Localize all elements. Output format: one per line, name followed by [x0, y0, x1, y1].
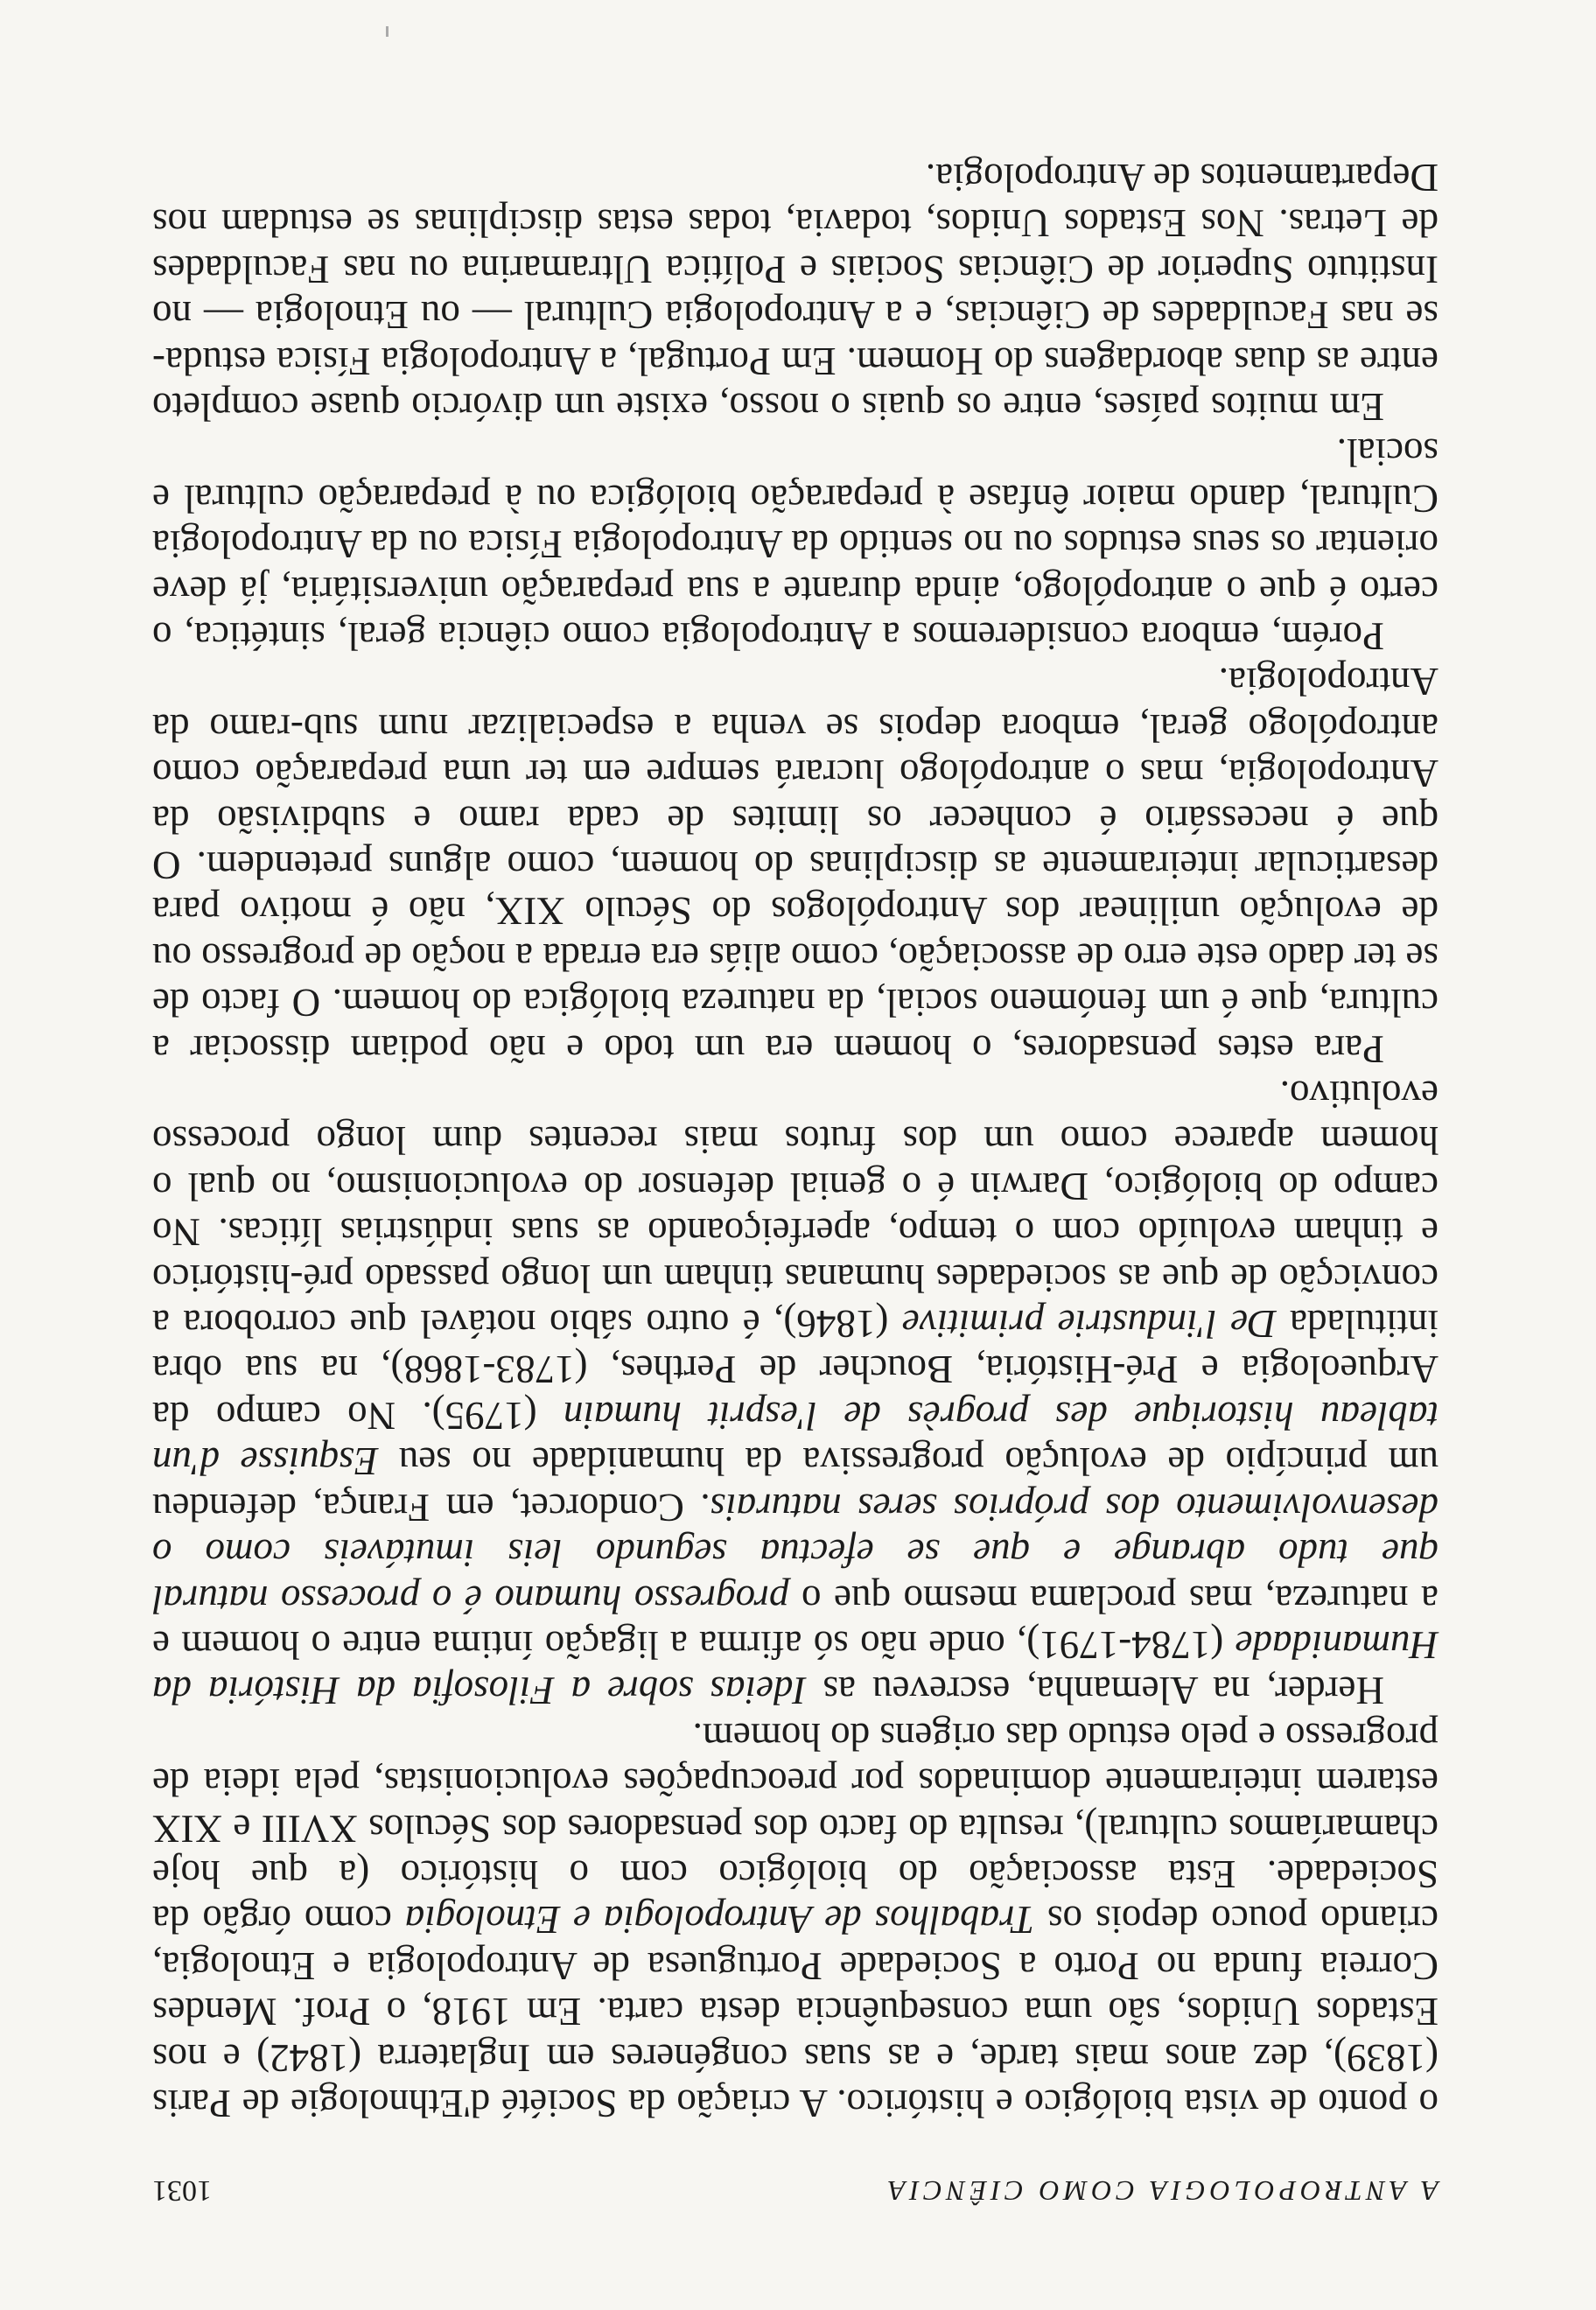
text-run: Porém, embora consideremos a Antropologia como ciência geral, sintética, o certo é que o antropólogo, ainda durante a sua preparação universitária, já deve orientar os seus estudos ou no sentido da Antropologia Física ou da Antropologia Cultural, dando maior ênfase à preparação biológica ou à preparação cultural e social. — [152, 430, 1438, 658]
text-run: o ponto de vista biológico e histórico. A criação da Société d'Ethnologie de Paris (1839), dez anos mais tarde, e as suas congéneres em Inglaterra (1842) e nos Estados Unidos, são uma consequência desta carta. Em 1918, o Prof. Mendes Correia funda no Porto a Sociedade Portuguesa de Antropologia e Etnologia, criando pouco depois os — [152, 1898, 1438, 2125]
text-run: (1784-1791), onde não só afirma a ligação íntima entre o homem e a natureza, mas proclama mesmo que o — [152, 1577, 1438, 1667]
text-run: (1846), é outro sábio notável que corrobora a convicção de que as sociedades humanas tinham um longo passado pré-histórico e tinham evoluído com o tempo, aperfeiçoando as suas indústrias líticas. No campo do biológico, Darwin é o genial defensor do evolucionismo, no qual o homem aparece como um dos frutos mais recentes dum longo processo evolutivo. — [152, 1073, 1438, 1347]
body-text — [152, 155, 1438, 2126]
italic-title-run: progresso humano é o processo natural que tudo abrange e que se efectua segundo leis imutáveis como o desenvolvimento dos próprios seres naturais — [151, 1485, 1438, 1621]
text-run: como órgão da Sociedade. Esta associação do biológico com o histórico (a que hoje chamaríamos cultural), resulta do facto dos pensadores dos Séculos XVIII e XIX estarem inteiramente dominados por preocupações evolucionistas, pela ideia de progresso e pelo estudo das origens do homem. — [152, 1714, 1438, 1942]
text-run: Em muitos países, entre os quais o nosso, existe um divórcio quase completo entre as duas abordagens do Homem. Em Portugal, a Antropologia Física estuda-se nas Faculdades de Ciências, e a Antropologia Cultural — ou Etnologia — no Instituto Superior de Ciências Sociais e Política Ultramarina ou nas Faculdades de Letras. Nos Estados Unidos, todavia, todas estas disciplinas se estudam nos Departamentos de Antropologia. — [152, 155, 1438, 429]
running-head-title: A ANTROPOLOGIA COMO CIÊNCIA — [884, 2175, 1438, 2207]
page-number: 1031 — [152, 2174, 212, 2207]
text-run: Herder, na Alemanha, escreveu as — [806, 1669, 1384, 1713]
paragraph-3 — [152, 659, 1438, 1072]
italic-title-run: Trabalhos de Antropologia e Etnologia — [404, 1898, 1035, 1942]
paragraph-4 — [152, 430, 1438, 659]
text-run: . Condorcet, em França, defendeu um princípio de evolução progressiva da humanidade no seu — [151, 1439, 1438, 1530]
text-run: Para estes pensadores, o homem era um todo e não podiam dissociar a cultura, que é um fenómeno social, da natureza biológica do homem. O facto de se ter dado este erro de associação, como aliás era errada a noção de progresso ou de evolução unilinear dos Antropólogos do Século XIX, não é motivo para desarticular inteiramente as disciplinas do homem, como alguns pretendem. O que é necessário é conhecer os limites de cada ramo e subdivisão da Antropologia, mas o antropólogo lucrará sempre em ter uma preparação como antropólogo geral, embora depois se venha a especializar num sub-ramo da Antropologia. — [152, 660, 1438, 1071]
paragraph-2 — [152, 1072, 1438, 1714]
italic-title-run: Esquisse d'un tableau historique des progrès de l'esprit humain — [152, 1393, 1438, 1484]
scan-mark — [386, 26, 388, 37]
paragraph-5 — [152, 155, 1438, 430]
paragraph-1 — [152, 1713, 1438, 2126]
running-head — [152, 2163, 1438, 2207]
text-run: (1795). No campo da Arqueologia e Pré-História, Boucher de Perthes, (1783-1868), na sua obra intitulada — [152, 1302, 1438, 1438]
italic-title-run: Ideias sobre a Filosofia da História da Humanidade — [152, 1622, 1438, 1713]
italic-title-run: De l'industrie primitive — [901, 1302, 1277, 1347]
